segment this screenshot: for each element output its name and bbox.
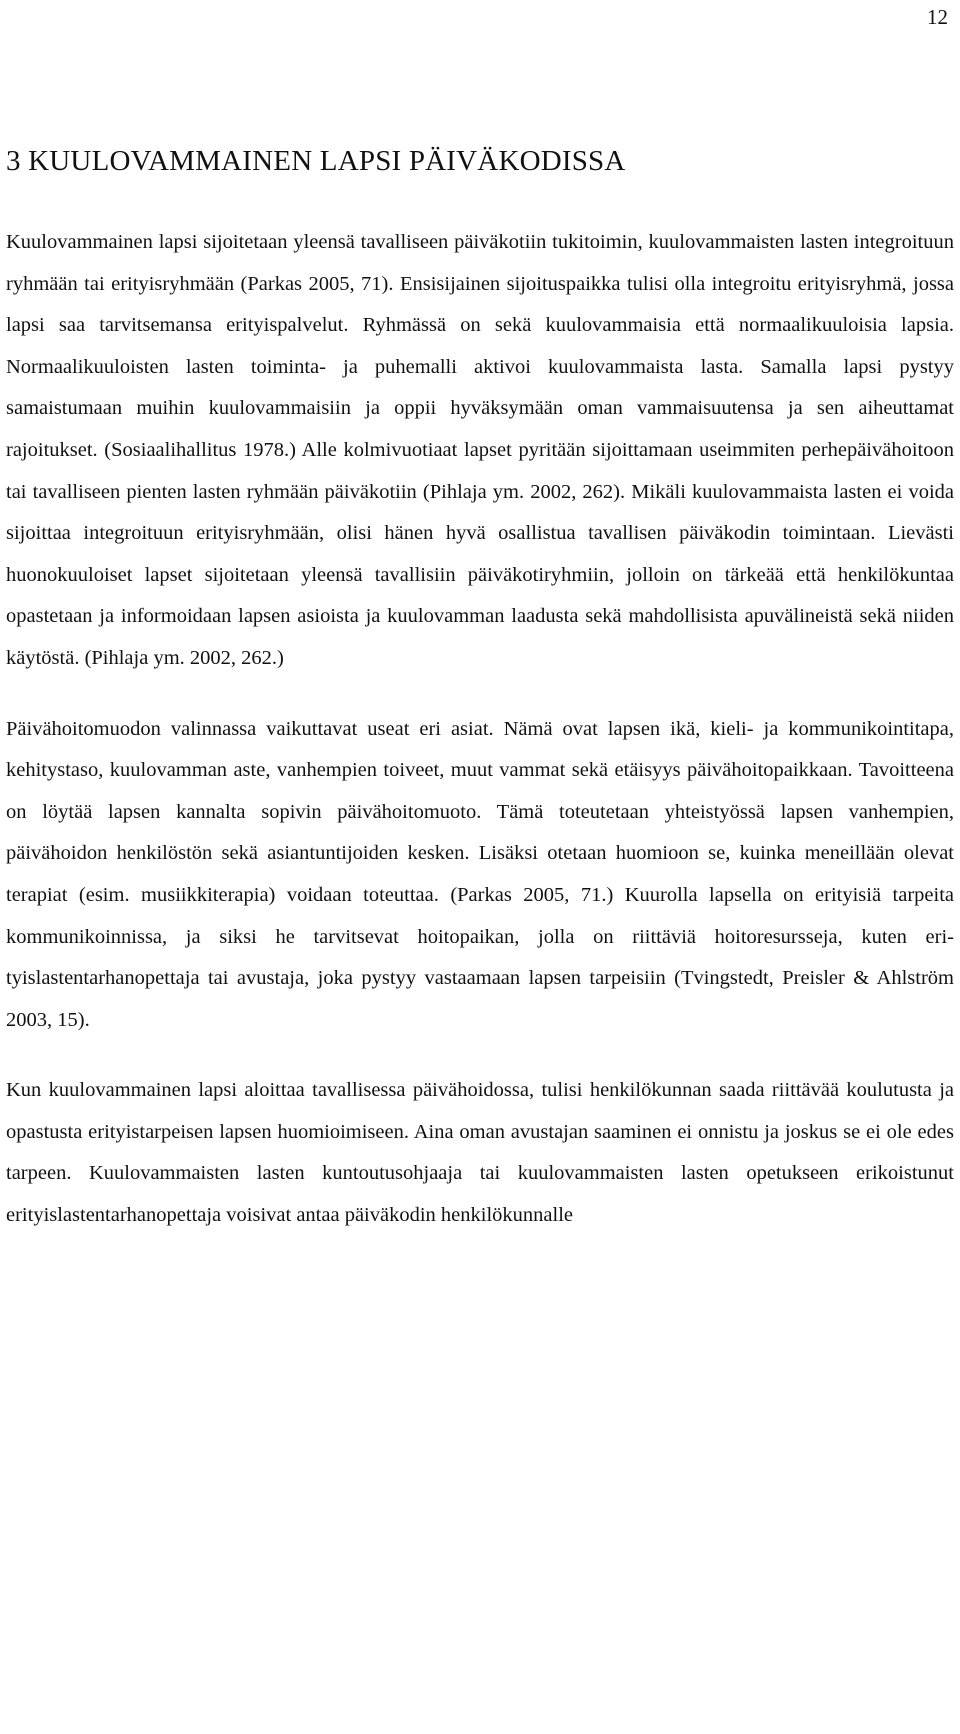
- paragraph-staff-training: Kun kuulovammainen lapsi aloittaa tavallisessa päivähoidossa, tulisi henkilökunnan saada riittävää koulutusta ja opastusta erityistarpeisen lapsen huomioimiseen. Aina oman avustajan saaminen ei onnistu ja joskus se ei ole edes tarpeen. Kuulovammaisten lasten kuntoutusohjaaja tai kuulovammaisten lasten opetukseen erikoistunut erityislastentarhanopettaja voisivat antaa päiväkodin henkilökunnalle: [6, 1079, 954, 1227]
- chapter-title: 3 KUULOVAMMAINEN LAPSI PÄIVÄKODISSA: [6, 145, 626, 177]
- paragraph-placement: Kuulovammainen lapsi sijoitetaan yleensä tavalliseen päiväkotiin tukitoimin, kuulovammaisten lasten integroituun ryhmään tai erityisryhmään (Parkas 2005, 71). Ensisijainen sijoituspaikka tulisi olla integroitu erityisryhmä, jossa lapsi saa tarvitsemansa erityispalvelut. Ryhmässä on sekä kuulovammaisia että normaalikuuloisia lapsia. Normaalikuuloisten lasten toiminta- ja puhemalli aktivoi kuulovammaista lasta. Samalla lapsi pystyy samaistumaan muihin kuulovammaisiin ja oppii hyväksymään oman vammaisuutensa ja sen aiheuttamat rajoitukset. (Sosiaalihallitus 1978.) Alle kolmivuotiaat lapset pyritään sijoittamaan useimmiten perhepäivähoitoon tai tavalliseen pienten lasten ryhmään päiväkotiin (Pihlaja ym. 2002, 262). Mikäli kuulovammaista lasten ei voida sijoittaa integroituun erityisryhmään, olisi hänen hyvä osallistua tavallisen päiväkodin toimintaan. Lievästi huonokuuloiset lapset sijoitetaan yleensä tavallisiin päiväkotiryhmiin, jolloin on tärkeää että henkilökuntaa opastetaan ja informoidaan lapsen asioista ja kuulovamman laadusta sekä mahdollisista apuvälineistä sekä niiden käytöstä. (Pihlaja ym. 2002, 262.): [6, 231, 954, 669]
- body-text: [6, 222, 954, 1237]
- paragraph-daycare-choice: Päivähoitomuodon valinnassa vaikuttavat useat eri asiat. Nämä ovat lapsen ikä, kieli- ja kommunikointitapa, kehitystaso, kuulovamman aste, vanhempien toiveet, muut vammat sekä etäisyys päivähoitopaikkaan. Tavoitteena on löytää lapsen kannalta sopivin päivähoitomuoto. Tämä toteutetaan yhteistyössä lapsen vanhempien, päivähoidon henkilöstön sekä asiantuntijoiden kesken. Lisäksi otetaan huomioon se, kuinka meneillään olevat terapiat (esim. musiikkiterapia) voidaan toteuttaa. (Parkas 2005, 71.) Kuurolla lapsella on erityisiä tarpeita kommunikoinnissa, ja siksi he tarvitsevat hoitopaikan, jolla on riittäviä hoitoresursseja, kuten erityislastentarhanopettaja tai avustaja, joka pystyy vastaamaan lapsen tarpeisiin (Tvingstedt, Preisler & Ahlström 2003, 15).: [6, 717, 954, 1031]
- page-number: 12: [927, 5, 948, 29]
